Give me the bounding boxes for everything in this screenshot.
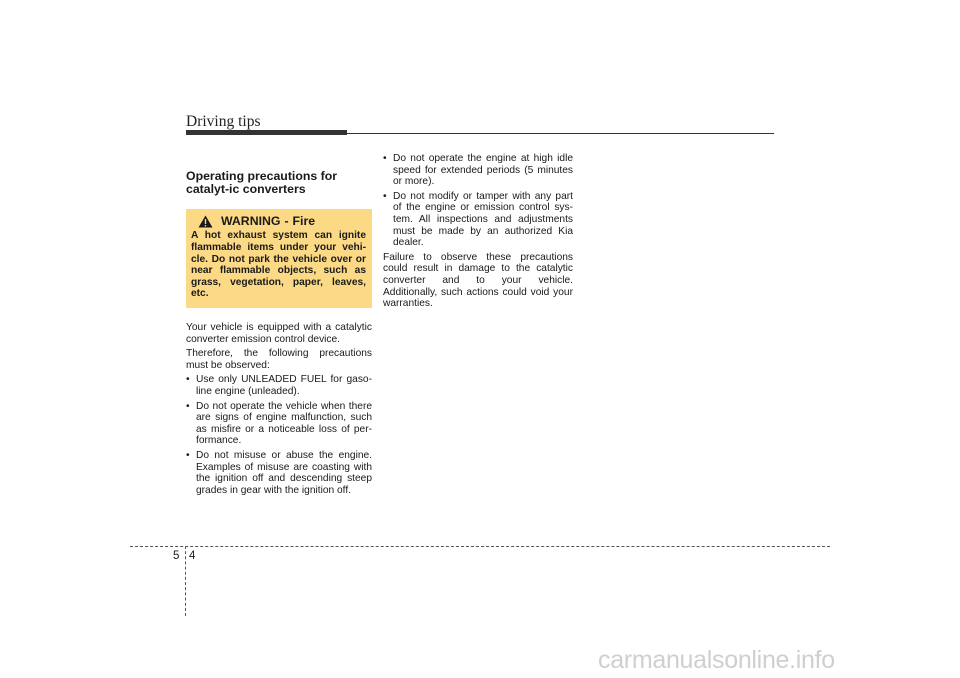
header-rule-thin xyxy=(347,133,774,134)
list-item-text: Do not operate the vehicle when there are signs of engine malfunction, such as misfire or a noticeable loss of per-formance. xyxy=(196,400,372,447)
header-rule-thick xyxy=(186,130,347,135)
precaution-list-left xyxy=(186,374,372,496)
right-column xyxy=(383,153,573,313)
warning-separator: - xyxy=(284,214,289,229)
warning-box xyxy=(186,209,372,308)
closing-paragraph: Failure to observe these precautions could result in damage to the catalytic converter and to your vehicle. Additionally, such actions could void your warranties. xyxy=(383,251,573,310)
page-number: 4 xyxy=(189,550,196,562)
precaution-list-right xyxy=(383,153,573,249)
bullet-icon: • xyxy=(186,374,190,386)
list-item-text: Do not misuse or abuse the engine. Examples of misuse are coasting with the ignition off and descending steep grades in gear with the ignition off. xyxy=(196,449,372,496)
footer-rule xyxy=(130,546,830,547)
section-title: Operating precautions for catalyt-ic converters xyxy=(186,169,337,197)
warning-type: Fire xyxy=(292,214,316,229)
intro-paragraph-1: Your vehicle is equipped with a catalytic converter emission control device. xyxy=(186,321,372,345)
bullet-icon: • xyxy=(383,153,387,164)
list-item-text: Do not modify or tamper with any part of the engine or emission control sys-tem. All inspections and adjustments must be made by an authorized Kia dealer. xyxy=(393,190,573,249)
bullet-icon: • xyxy=(186,449,190,461)
warning-header xyxy=(198,215,366,228)
list-item xyxy=(186,374,372,397)
left-column xyxy=(186,170,372,499)
list-item xyxy=(186,450,372,496)
watermark: carmanualsonline.info xyxy=(598,646,835,674)
list-item-text: Do not operate the engine at high idle speed for extended periods (5 minutes or more). xyxy=(393,153,573,188)
list-item-text: Use only UNLEADED FUEL for gaso-line engine (unleaded). xyxy=(196,374,372,397)
warning-triangle-icon xyxy=(198,215,213,228)
warning-label: WARNING xyxy=(221,214,281,229)
bullet-icon: • xyxy=(383,190,387,202)
bullet-icon: • xyxy=(186,400,190,412)
footer-vertical-rule xyxy=(185,546,186,616)
intro-paragraph-2: Therefore, the following precautions must be observed: xyxy=(186,348,372,371)
warning-text: A hot exhaust system can ignite flammable items under your vehi-cle. Do not park the vehicle over or near flammable objects, such as grass, vegetation, paper, leaves, etc. xyxy=(191,230,366,300)
page-header-title: Driving tips xyxy=(186,113,261,130)
list-item xyxy=(383,191,573,249)
list-item xyxy=(186,401,372,447)
chapter-number: 5 xyxy=(173,550,180,562)
list-item xyxy=(383,153,573,188)
